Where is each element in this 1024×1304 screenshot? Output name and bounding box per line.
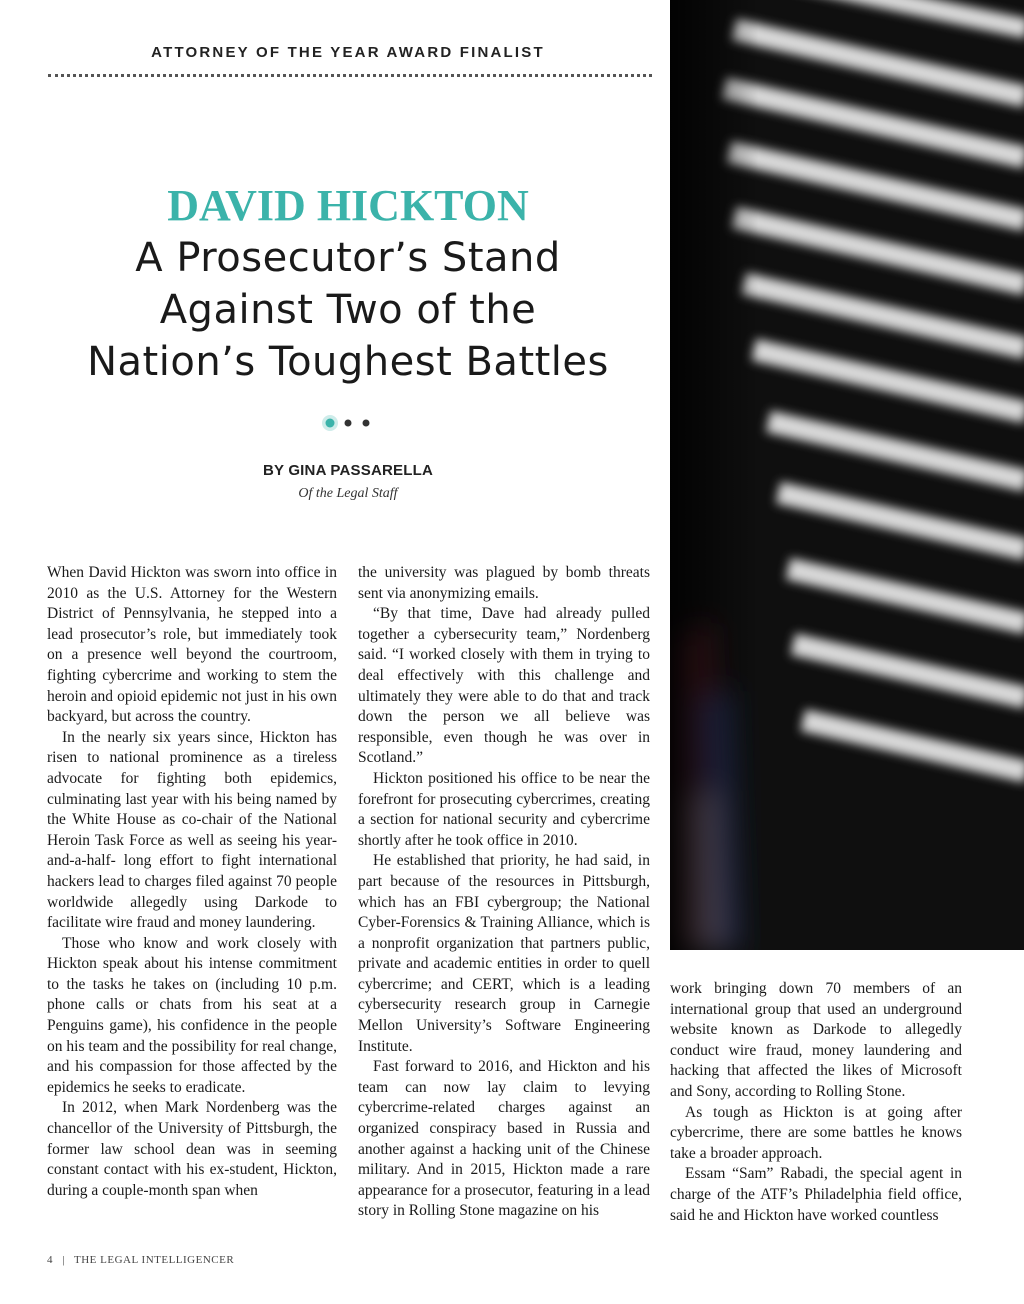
paragraph: Fast forward to 2016, and Hickton and his team can now lay claim to levying cybercrime-related charges against an organized conspiracy based in Russia and another against a hacking unit of the Chinese military. And in 2015, Hickton made a rare appearance for a prosecutor, featuring in a lead story in Rolling Stone magazine on his: [358, 1058, 650, 1220]
article-column-2: [358, 563, 650, 1222]
headline-line: Against Two of the: [159, 287, 537, 333]
paragraph: Hickton positioned his office to be near the forefront for prosecuting cybercrimes, creating a section for national security and cybercrime shortly after he took office in 2010.: [358, 769, 650, 849]
publication-name: THE LEGAL INTELLIGENCER: [74, 1254, 235, 1266]
paragraph: work bringing down 70 members of an international group that used an underground website known as Darkode to allegedly conduct wire fraud, money laundering and hacking that affected the likes of Microsoft and Sony, according to Rolling Stone.: [670, 980, 962, 1100]
paragraph: As tough as Hickton is at going after cybercrime, there are some battles he knows take a broader approach.: [670, 1103, 962, 1162]
article-column-3: [670, 979, 962, 1226]
paragraph: When David Hickton was sworn into office in 2010 as the U.S. Attorney for the Western District of Pennsylvania, he stepped into a lead prosecutor’s role, but immediately took on a presence well beyond the courtroom, fighting cybercrime and working to stem the heroin and opioid epidemic not just in his own backyard, but across the country.: [47, 564, 337, 726]
paragraph: Essam “Sam” Rabadi, the special agent in charge of the ATF’s Philadelphia field office, said he and Hickton have worked countless: [670, 1165, 962, 1224]
byline: BY GINA PASSARELLA: [262, 462, 433, 479]
three-dot-ornament-icon: [318, 412, 378, 434]
paragraph: He established that priority, he had said, in part because of the resources in Pittsburgh, which has an FBI cybergroup; the National Cyber-Forensics & Training Alliance, which is a nonprofit organization that partners public, private and academic entities in order to quell cybercrime; and CERT, which is a leading cybersecurity research group in Carnegie Mellon University’s Software Engineering Institute.: [358, 852, 650, 1055]
blurred-document-photo-icon: [670, 0, 1024, 950]
article-column-1: [47, 563, 337, 1201]
page-number: 4: [47, 1254, 53, 1266]
article-headline: [40, 232, 656, 388]
footer-separator: |: [62, 1254, 65, 1266]
paragraph: Those who know and work closely with Hickton speak about his intense commitment to the tasks he takes on (including 10 p.m. phone calls or chats from his seat at a Penguins game), his confidence in the people on his team and the possibility for real change, and his compassion for those affected by the epidemics he seeks to eradicate.: [47, 934, 337, 1096]
page-footer: [47, 1254, 234, 1266]
headline-line: Nation’s Toughest Battles: [87, 339, 609, 385]
dotted-divider: [48, 74, 652, 77]
paragraph: the university was plagued by bomb threats sent via anonymizing emails.: [358, 564, 650, 602]
article-subject-name: DAVID HICKTON: [167, 181, 529, 230]
paragraph: In the nearly six years since, Hickton has risen to national prominence as a tireless advocate for fighting both epidemics, culminating last year with his being named by the White House as co-chair of the National Heroin Task Force as well as seeing his year-and-a-half- long effort to fight international hackers lead to charges filed against 70 people worldwide allegedly using Darkode to facilitate wire fraud and money laundering.: [47, 728, 337, 932]
paragraph: In 2012, when Mark Nordenberg was the chancellor of the University of Pittsburgh, the former law school dean was in seeming constant contact with his ex-student, Hickton, during a couple-month span when: [47, 1099, 337, 1199]
byline-role: Of the Legal Staff: [298, 486, 398, 501]
section-kicker: ATTORNEY OF THE YEAR AWARD FINALIST: [151, 44, 545, 61]
paragraph: “By that time, Dave had already pulled together a cybersecurity team,” Nordenberg said. “I worked closely with them in trying to deal effectively with this challenge and ultimately they were able to do that and track down the person we all believe was responsible, even though he was over in Scotland.”: [358, 605, 650, 767]
headline-line: A Prosecutor’s Stand: [135, 235, 561, 281]
